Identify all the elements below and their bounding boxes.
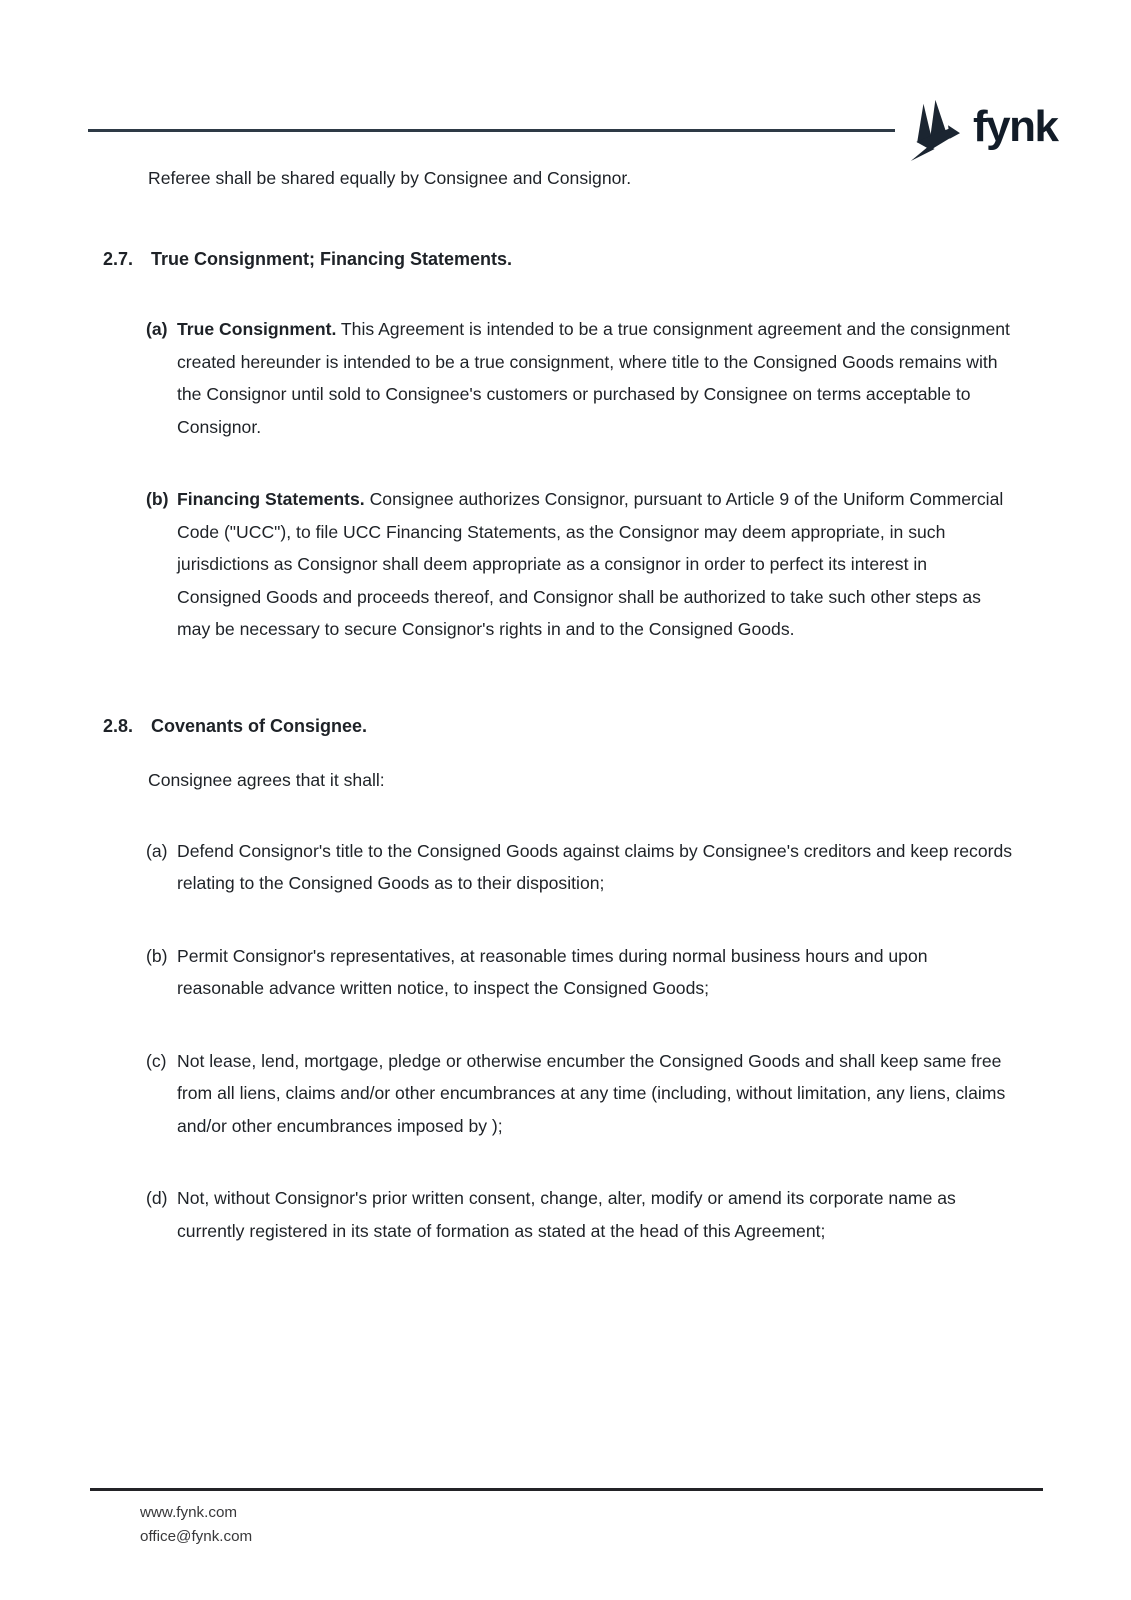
intro-paragraph: Consignee agrees that it shall: — [148, 770, 385, 790]
list-item-text — [177, 835, 1015, 900]
list-item-marker: (c) — [146, 1050, 167, 1071]
list-item-text — [177, 483, 1015, 646]
list-item-text — [177, 940, 1015, 1005]
list-item-marker: (b) — [146, 945, 168, 966]
header-rule — [88, 129, 895, 132]
origami-bird-icon — [906, 98, 960, 162]
fynk-wordmark: fynk — [973, 102, 1058, 151]
list-item-text — [177, 1045, 1015, 1143]
body-text: Not, without Consignor's prior written consent, change, alter, modify or amend its corporate name as currently registered in its state of formation as stated at the head of this Agreement; — [177, 1188, 956, 1241]
footer-links — [140, 1501, 252, 1548]
list-item-text — [177, 1182, 1015, 1247]
list-item — [146, 1045, 1015, 1143]
lead-text: True Consignment. — [177, 319, 337, 339]
list-item-marker: (a) — [146, 319, 168, 339]
body-text: This Agreement is intended to be a true consignment agreement and the consignment created hereunder is intended to be a true consignment, where title to the Consigned Goods remains with the Consignor until sold to Consignee's customers or purchased by Consignee on terms acceptable to Consignor. — [177, 319, 1010, 437]
section-title: Covenants of Consignee. — [151, 715, 368, 736]
list-item-marker: (b) — [146, 489, 169, 509]
list-item — [146, 1182, 1015, 1247]
list-item-text — [177, 313, 1015, 443]
section-number: 2.7. — [103, 248, 134, 269]
section-number: 2.8. — [103, 715, 134, 736]
fynk-logo — [906, 98, 1057, 162]
list-item — [146, 835, 1015, 900]
body-text: Permit Consignor's representatives, at reasonable times during normal business hours and upon reasonable advance written notice, to inspect the Consigned Goods; — [177, 945, 928, 998]
list-item — [146, 940, 1015, 1005]
body-text: Defend Consignor's title to the Consigned Goods against claims by Consignee's creditors and keep records relating to the Consigned Goods as to their disposition; — [177, 840, 1013, 893]
section-title: True Consignment; Financing Statements. — [151, 248, 513, 269]
list-item — [146, 313, 1015, 443]
list-item-marker: (d) — [146, 1188, 168, 1208]
section-heading — [103, 710, 1031, 743]
section-heading — [103, 243, 1031, 276]
lead-text: Financing Statements. — [177, 489, 365, 509]
footer-website: www.fynk.com — [140, 1504, 238, 1521]
list-item — [146, 483, 1015, 646]
carryover-paragraph: Referee shall be shared equally by Consignee and Consignor. — [148, 168, 632, 188]
list-item-marker: (a) — [146, 840, 168, 861]
body-text: Consignee authorizes Consignor, pursuant to Article 9 of the Uniform Commercial Code ("UCC"), to file UCC Financing Statements, as the Consignor may deem appropriate, in such jurisdictions as Consignor shall deem appropriate as a consignor in order to perfect its interest in Consigned Goods and proceeds thereof, and Consignor shall be authorized to take such other steps as may be necessary to secure Consignor's rights in and to the Consigned Goods. — [177, 489, 1004, 639]
footer-rule — [90, 1488, 1043, 1491]
footer-email: office@fynk.com — [140, 1527, 253, 1545]
body-text: Not lease, lend, mortgage, pledge or otherwise encumber the Consigned Goods and shall keep same free from all liens, claims and/or other encumbrances at any time (including, without limitation, any liens, claims and/or other encumbrances imposed by ); — [177, 1050, 1006, 1136]
